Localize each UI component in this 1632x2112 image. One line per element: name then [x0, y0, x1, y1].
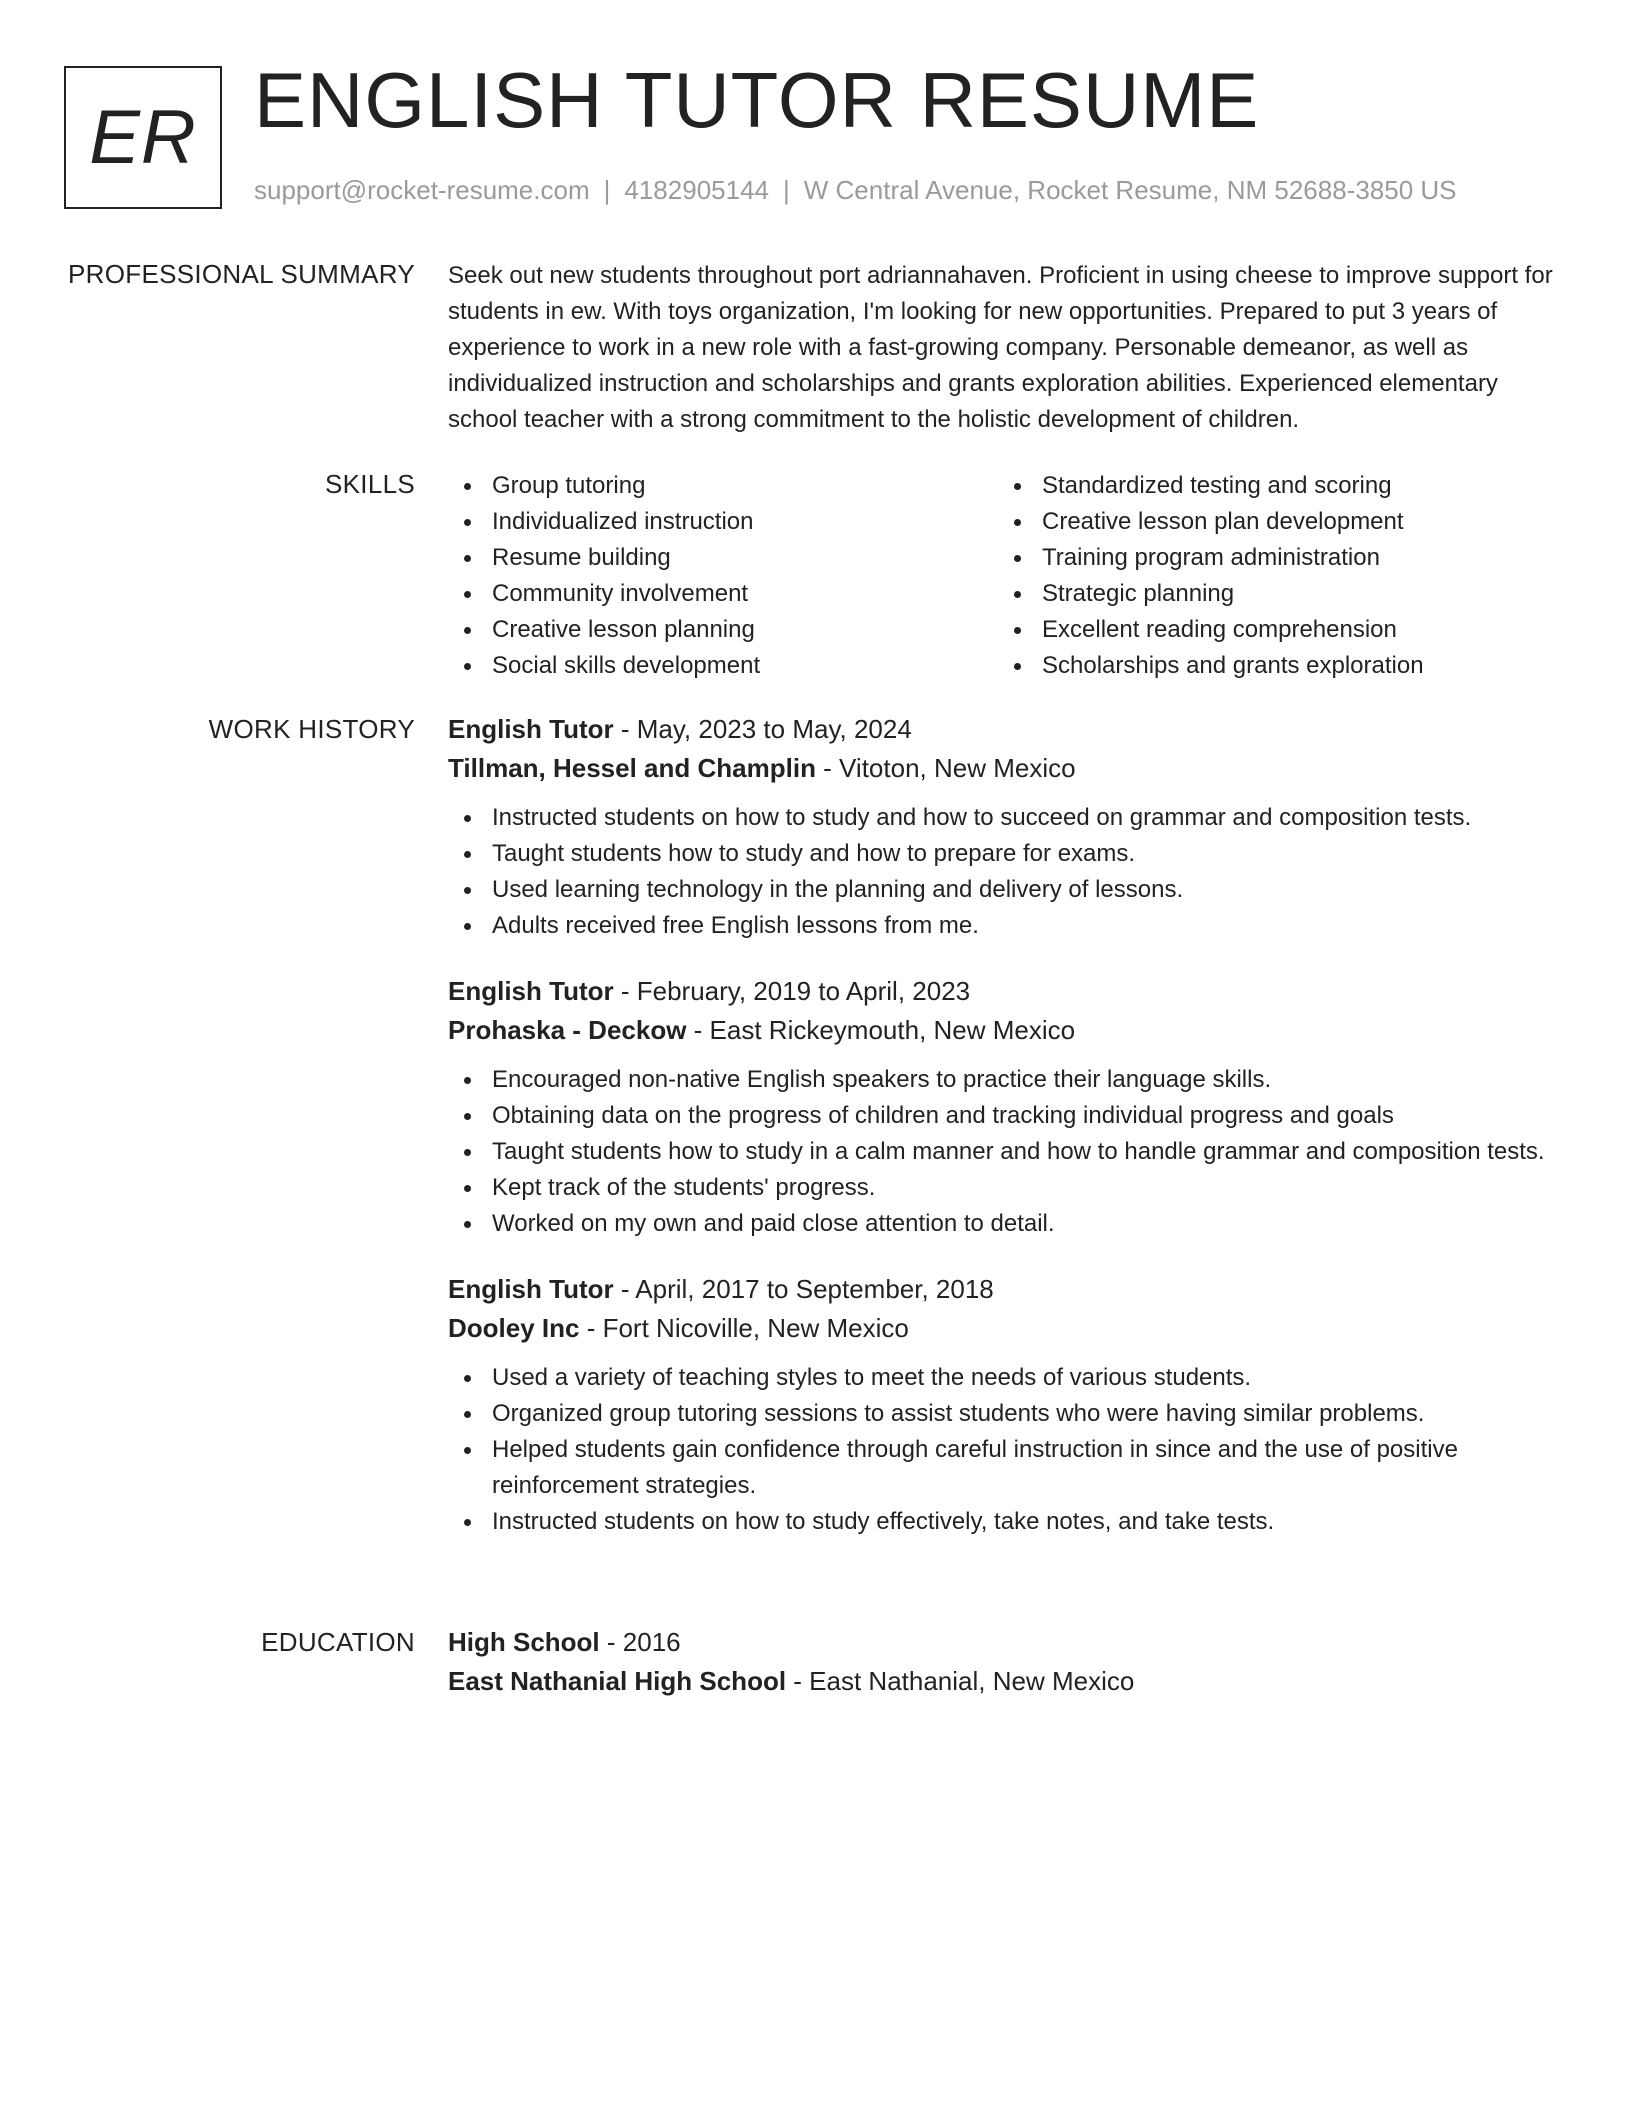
- job-entry: [448, 972, 1570, 1242]
- job-location: - Fort Nicoville, New Mexico: [579, 1313, 909, 1343]
- skills-list-right: [998, 468, 1548, 684]
- job-company-line: [448, 1011, 1570, 1050]
- job-title: English Tutor: [448, 976, 614, 1006]
- job-company-line: [448, 749, 1570, 788]
- job-duty: Encouraged non-native English speakers to practice their language skills.: [448, 1062, 1570, 1098]
- monogram-initials: ER: [89, 95, 197, 180]
- education-location: - East Nathanial, New Mexico: [786, 1666, 1135, 1696]
- contact-line: [254, 175, 1457, 206]
- education-year: - 2016: [599, 1627, 681, 1657]
- skills-list-left: [448, 468, 998, 684]
- skill-item: Scholarships and grants exploration: [998, 648, 1548, 684]
- job-dates: - April, 2017 to September, 2018: [613, 1274, 994, 1304]
- education-degree-line: [448, 1623, 1570, 1662]
- summary-text: Seek out new students throughout port adriannahaven. Proficient in using cheese to improve support for students in ew. With toys organization, I'm looking for new opportunities. Prepared to put 3 years of experience to work in a new role with a fast-growing company. Personable demeanor, as well as individualized instruction and scholarships and grants exploration abilities. Experienced elementary school teacher with a strong commitment to the holistic development of children.: [448, 262, 1553, 433]
- job-duty: Used a variety of teaching styles to meet the needs of various students.: [448, 1360, 1570, 1396]
- skill-item: Excellent reading comprehension: [998, 612, 1548, 648]
- education-school-line: [448, 1662, 1570, 1701]
- skill-item: Resume building: [448, 540, 998, 576]
- job-company: Prohaska - Deckow: [448, 1015, 687, 1045]
- education-school: East Nathanial High School: [448, 1666, 787, 1696]
- skill-item: Community involvement: [448, 576, 998, 612]
- job-duty: Instructed students on how to study effectively, take notes, and take tests.: [448, 1504, 1570, 1540]
- skill-item: Individualized instruction: [448, 504, 998, 540]
- skill-item: Training program administration: [998, 540, 1548, 576]
- job-duty: Taught students how to study in a calm manner and how to handle grammar and composition tests.: [448, 1134, 1570, 1170]
- job-dates: - May, 2023 to May, 2024: [613, 714, 912, 744]
- job-duty: Obtaining data on the progress of children and tracking individual progress and goals: [448, 1098, 1570, 1134]
- skill-item: Strategic planning: [998, 576, 1548, 612]
- job-dates: - February, 2019 to April, 2023: [613, 976, 971, 1006]
- monogram-box: [64, 66, 222, 209]
- job-location: - East Rickeymouth, New Mexico: [686, 1015, 1076, 1045]
- contact-separator: |: [603, 175, 611, 205]
- skills-grid: [448, 468, 1570, 684]
- contact-address: W Central Avenue, Rocket Resume, NM 52688-3850 US: [803, 175, 1457, 205]
- job-entry: [448, 710, 1570, 944]
- skill-item: Social skills development: [448, 648, 998, 684]
- job-duties: [448, 1062, 1570, 1242]
- job-duty: Taught students how to study and how to prepare for exams.: [448, 836, 1570, 872]
- job-duty: Worked on my own and paid close attention to detail.: [448, 1206, 1570, 1242]
- job-title-line: [448, 1270, 1570, 1309]
- work-history-heading: WORK HISTORY: [208, 714, 415, 744]
- education-heading: EDUCATION: [261, 1627, 415, 1657]
- contact-email[interactable]: support@rocket-resume.com: [254, 175, 590, 205]
- job-title: English Tutor: [448, 1274, 614, 1304]
- job-title: English Tutor: [448, 714, 614, 744]
- education-body: [448, 1623, 1570, 1701]
- job-duty: Adults received free English lessons from me.: [448, 908, 1570, 944]
- job-title-line: [448, 710, 1570, 749]
- skill-item: Creative lesson planning: [448, 612, 998, 648]
- job-company: Dooley Inc: [448, 1313, 580, 1343]
- job-duty: Helped students gain confidence through careful instruction in since and the use of positive reinforcement strategies.: [448, 1432, 1570, 1504]
- job-duties: [448, 800, 1570, 944]
- job-duty: Instructed students on how to study and how to succeed on grammar and composition tests.: [448, 800, 1570, 836]
- job-company-line: [448, 1309, 1570, 1348]
- job-duty: Kept track of the students' progress.: [448, 1170, 1570, 1206]
- work-history-body: [448, 710, 1570, 1568]
- contact-phone[interactable]: 4182905144: [624, 175, 769, 205]
- resume-title: ENGLISH TUTOR RESUME: [254, 56, 1260, 144]
- contact-separator: |: [783, 175, 790, 205]
- job-duty: Used learning technology in the planning and delivery of lessons.: [448, 872, 1570, 908]
- skill-item: Standardized testing and scoring: [998, 468, 1548, 504]
- job-company: Tillman, Hessel and Champlin: [448, 753, 816, 783]
- job-title-line: [448, 972, 1570, 1011]
- skill-item: Creative lesson plan development: [998, 504, 1548, 540]
- job-duty: Organized group tutoring sessions to assist students who were having similar problems.: [448, 1396, 1570, 1432]
- skills-heading: SKILLS: [325, 469, 415, 499]
- job-duties: [448, 1360, 1570, 1540]
- job-entry: [448, 1270, 1570, 1540]
- summary-heading: PROFESSIONAL SUMMARY: [68, 259, 415, 289]
- job-location: - Vitoton, New Mexico: [815, 753, 1076, 783]
- skill-item: Group tutoring: [448, 468, 998, 504]
- education-degree: High School: [448, 1627, 600, 1657]
